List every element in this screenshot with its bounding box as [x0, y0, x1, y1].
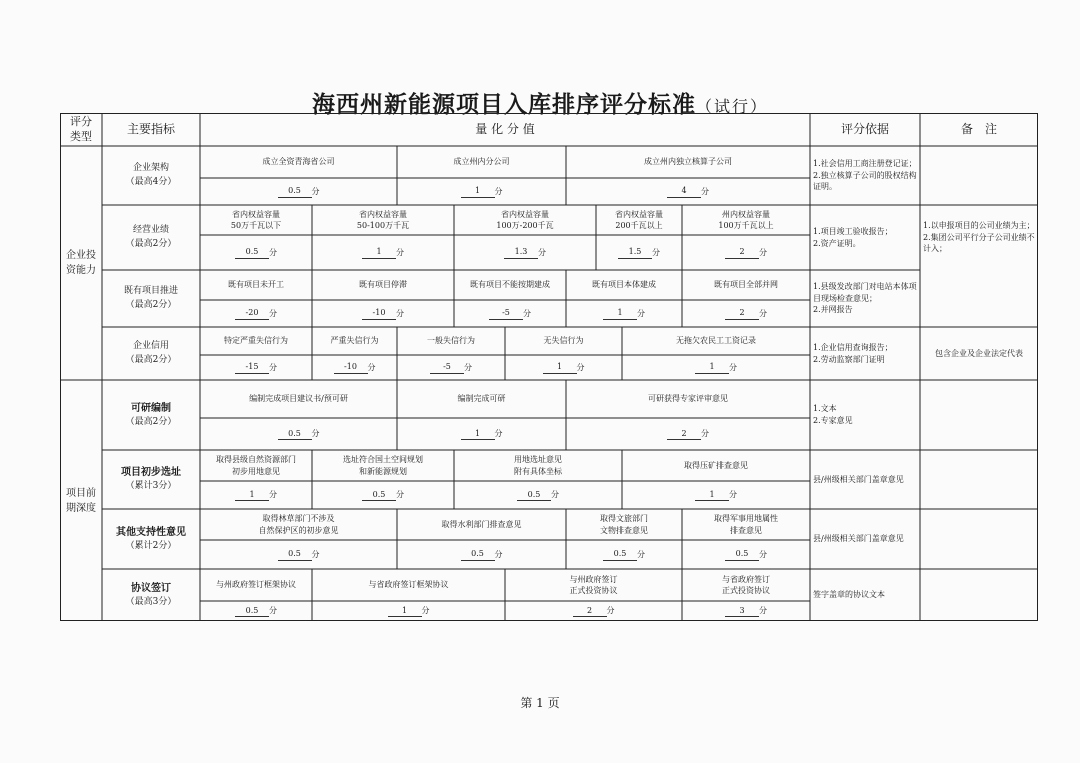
score-r1-1: 0.5 分 — [200, 178, 397, 205]
option-r4-5: 无拖欠农民工工资记录 — [676, 336, 756, 346]
indicator-other-support: 其他支持性意见 （累计2分） — [116, 526, 186, 551]
option-r5-1: 编制完成项目建议书/预可研 — [249, 394, 348, 404]
score-r4-3: -5 分 — [397, 355, 505, 380]
scoring-table — [60, 113, 1038, 621]
score-r3-5: 2 分 — [682, 300, 810, 327]
score-r2-5: 2 分 — [682, 235, 810, 270]
option-r3-2: 既有项目停滞 — [359, 280, 407, 290]
option-r7-2: 取得水利部门排查意见 — [441, 519, 522, 529]
score-r7-2: 0.5 分 — [397, 540, 566, 569]
option-r6-4: 取得压矿排查意见 — [684, 460, 748, 470]
basis-r8: 签字盖章的协议文本 — [813, 590, 885, 600]
basis-r6: 县/州级相关部门盖章意见 — [813, 474, 904, 484]
option-r8-1: 与州政府签订框架协议 — [216, 580, 296, 590]
indicator-feasibility: 可研编制 （最高2分） — [125, 402, 177, 427]
score-r6-4: 1 分 — [622, 481, 810, 509]
score-r7-4: 0.5 分 — [682, 540, 810, 569]
option-r5-3: 可研获得专家评审意见 — [648, 394, 728, 404]
option-r6-3: 用地选址意见 附有具体坐标 — [514, 455, 562, 476]
score-r2-1: 0.5 分 — [200, 235, 312, 270]
option-r7-4: 取得军事用地属性 排查意见 — [714, 514, 778, 535]
score-r7-1: 0.5 分 — [200, 540, 397, 569]
score-r8-2: 1 分 — [312, 601, 505, 621]
score-r7-3: 0.5 分 — [566, 540, 682, 569]
indicator-performance: 经营业绩 （最高2分） — [125, 225, 177, 249]
indicator-agreement: 协议签订 （最高3分） — [125, 582, 177, 607]
page-title: 海西州新能源项目入库排序评分标准（试行） — [311, 91, 768, 118]
option-r4-2: 严重失信行为 — [330, 336, 379, 346]
score-r8-1: 0.5 分 — [200, 601, 312, 621]
header-basis: 评分依据 — [840, 122, 889, 137]
option-r3-5: 既有项目全部并网 — [714, 280, 778, 290]
option-r8-2: 与省政府签订框架协议 — [368, 580, 449, 590]
option-r2-3: 省内权益容量 100万-200千瓦 — [496, 209, 554, 230]
score-r1-3: 4 分 — [566, 178, 810, 205]
header-indicator: 主要指标 — [126, 122, 175, 137]
score-r4-2: -10 分 — [312, 355, 397, 380]
option-r5-2: 编制完成可研 — [457, 394, 506, 404]
option-r2-4: 省内权益容量 200千瓦以上 — [615, 209, 663, 230]
score-r4-1: -15 分 — [200, 355, 312, 380]
score-r5-1: 0.5 分 — [200, 418, 397, 450]
page-number: 第 1 页 — [520, 696, 560, 710]
score-r5-3: 2 分 — [566, 418, 810, 450]
score-r6-1: 1 分 — [200, 481, 312, 509]
option-r1-3: 成立州内独立核算子公司 — [644, 157, 732, 167]
score-r2-2: 1 分 — [312, 235, 454, 270]
score-r1-2: 1 分 — [397, 178, 566, 205]
option-r2-5: 州内权益容量 100万千瓦以上 — [718, 209, 774, 230]
basis-r4: 1.企业信用查询报告； 2.劳动监察部门证明 — [813, 342, 893, 364]
title-suffix: （试行） — [695, 97, 768, 116]
basis-r3: 1.县级发改部门对电站本体项目现场检查意见； 2.并网报告 — [813, 282, 917, 315]
score-r2-4: 1.5 分 — [596, 235, 682, 270]
score-r3-4: 1 分 — [566, 300, 682, 327]
option-r3-4: 既有项目本体建成 — [592, 280, 656, 290]
indicator-enterprise-structure: 企业架构 （最高4分） — [125, 163, 177, 187]
score-r3-2: -10 分 — [312, 300, 454, 327]
category-investment-capacity: 企业投 资能力 — [66, 250, 96, 276]
score-r2-3: 1.3 分 — [454, 235, 596, 270]
score-r8-4: 3 分 — [682, 601, 810, 621]
header-type: 评分 类型 — [70, 115, 92, 143]
option-r4-4: 无失信行为 — [543, 336, 584, 346]
basis-r7: 县/州级相关部门盖章意见 — [813, 534, 904, 544]
score-r6-2: 0.5 分 — [312, 481, 454, 509]
score-r3-3: -5 分 — [454, 300, 566, 327]
category-preliminary-depth: 项目前 期深度 — [66, 487, 96, 514]
remark-credit: 包含企业及企业法定代表 — [935, 348, 1023, 358]
option-r3-3: 既有项目不能按期建成 — [470, 280, 550, 290]
indicator-site-selection: 项目初步选址 （累计3分） — [121, 467, 181, 492]
score-r6-3: 0.5 分 — [454, 481, 622, 509]
option-r4-1: 特定严重失信行为 — [224, 336, 288, 346]
option-r2-2: 省内权益容量 50-100万千瓦 — [356, 209, 410, 230]
option-r7-3: 取得文旅部门 文物排查意见 — [600, 514, 648, 535]
indicator-enterprise-credit: 企业信用 （最高2分） — [125, 341, 177, 365]
option-r6-1: 取得县级自然资源部门 初步用地意见 — [216, 455, 296, 476]
basis-r2: 1.项目竣工验收报告； 2.资产证明。 — [813, 226, 893, 248]
remark-performance: 1.以申报项目的公司业绩为主； 2.集团公司平行分子公司业绩不计入； — [923, 221, 1035, 254]
score-r5-2: 1 分 — [397, 418, 566, 450]
header-value: 量 化 分 值 — [475, 122, 535, 137]
score-r4-4: 1 分 — [505, 355, 622, 380]
option-r3-1: 既有项目未开工 — [228, 280, 284, 290]
score-r4-5: 1 分 — [622, 355, 810, 380]
indicator-existing-progress: 既有项目推进 （最高2分） — [123, 286, 178, 310]
score-r8-3: 2 分 — [505, 601, 682, 621]
basis-r5: 1.文本 2.专家意见 — [813, 404, 853, 425]
score-r3-1: -20 分 — [200, 300, 312, 327]
option-r6-2: 选址符合国土空间规划 和新能源规划 — [343, 455, 423, 476]
option-r1-1: 成立全资青海省公司 — [262, 157, 335, 167]
option-r2-1: 省内权益容量 50万千瓦以下 — [230, 209, 282, 230]
option-r1-2: 成立州内分公司 — [453, 157, 510, 167]
option-r8-4: 与省政府签订 正式投资协议 — [722, 574, 770, 595]
option-r4-3: 一般失信行为 — [427, 336, 475, 346]
header-remark: 备 注 — [960, 122, 997, 137]
option-r7-1: 取得林草部门不涉及 自然保护区的初步意见 — [258, 514, 339, 535]
basis-r1: 1.社会信用工商注册登记证； 2.独立核算子公司的股权结构证明。 — [813, 159, 917, 192]
option-r8-3: 与州政府签订 正式投资协议 — [569, 574, 618, 595]
